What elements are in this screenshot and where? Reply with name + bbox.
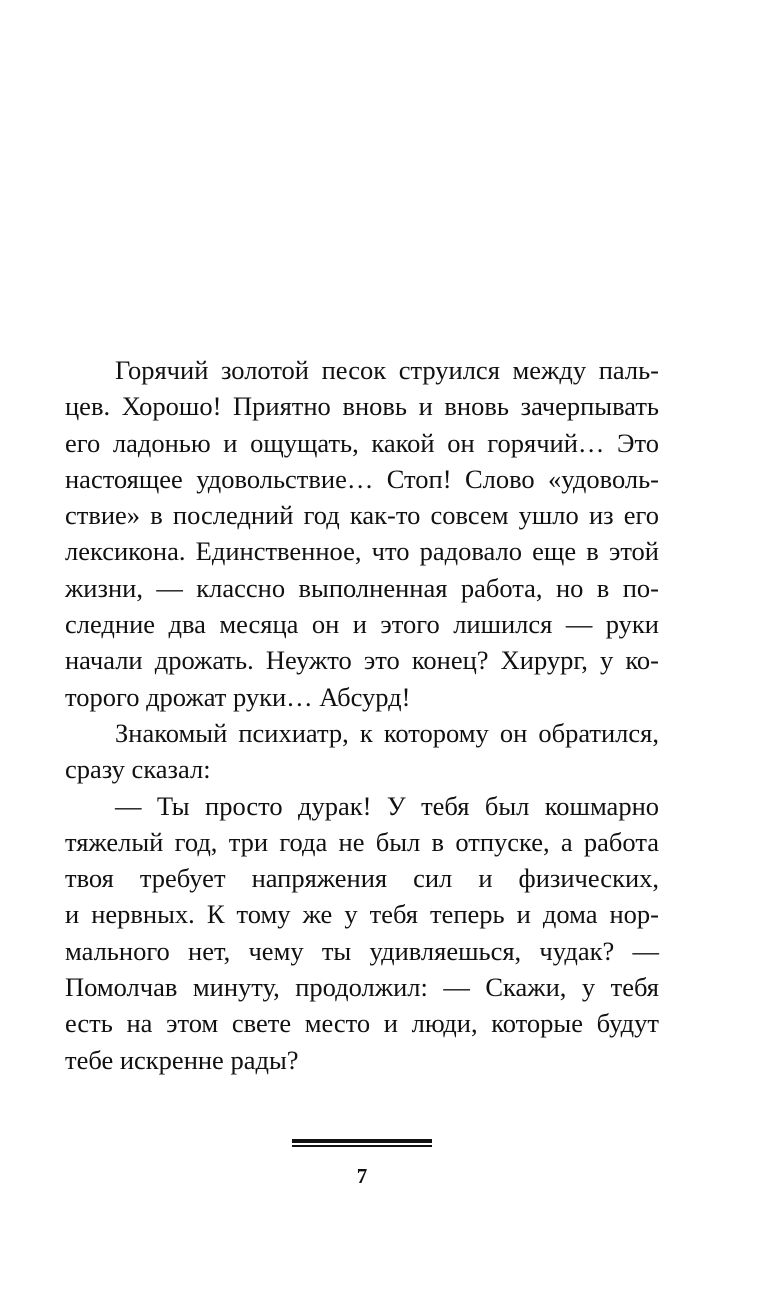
text-line: тебе искренне рады? [65,1044,299,1075]
text-line: мального нет, чему ты удивляешься, чудак? — [65,935,659,966]
text-line: твоя требует напряжения сил и физических, [65,863,659,894]
footer-rule-ornament [292,1139,432,1148]
text-line: тяжелый год, три года не был в отпуске, а работа [65,826,659,857]
text-line: начали дрожать. Неужто это конец? Хирург, у ко- [65,645,659,676]
text-line: и нервных. К тому же у тебя теперь и дома нор- [65,899,659,930]
text-line: его ладонью и ощущать, какой он горячий… Это [65,427,659,458]
page-number: 7 [356,1164,368,1188]
footer-rule-thin [292,1145,432,1147]
footer-rule-thick [292,1139,432,1143]
text-line: Горячий золотой песок струился между паль- [115,355,659,385]
text-line: Знакомый психиатр, к которому он обратился, [115,717,659,748]
body-text [65,352,659,1078]
text-line: есть на этом свете место и люди, которые будут [65,1008,659,1039]
text-line: настоящее удовольствие… Стоп! Слово «удоволь- [65,463,659,494]
text-line: жизни, — классно выполненная работа, но в по- [65,572,659,603]
text-line: лексикона. Единственное, что радовало еще в этой [65,536,659,567]
text-line: цев. Хорошо! Приятно вновь и вновь зачерпывать [65,391,659,422]
text-line: — Ты просто дурак! У тебя был кошмарно [115,790,659,821]
text-line: Помолчав минуту, продолжил: — Скажи, у тебя [65,972,659,1003]
text-line: торого дрожат руки… Абсурд! [65,681,411,712]
text-line: следние два месяца он и этого лишился — руки [65,609,659,640]
text-line: ствие» в последний год как-то совсем ушло из его [65,500,659,531]
text-line: сразу сказал: [65,754,211,785]
